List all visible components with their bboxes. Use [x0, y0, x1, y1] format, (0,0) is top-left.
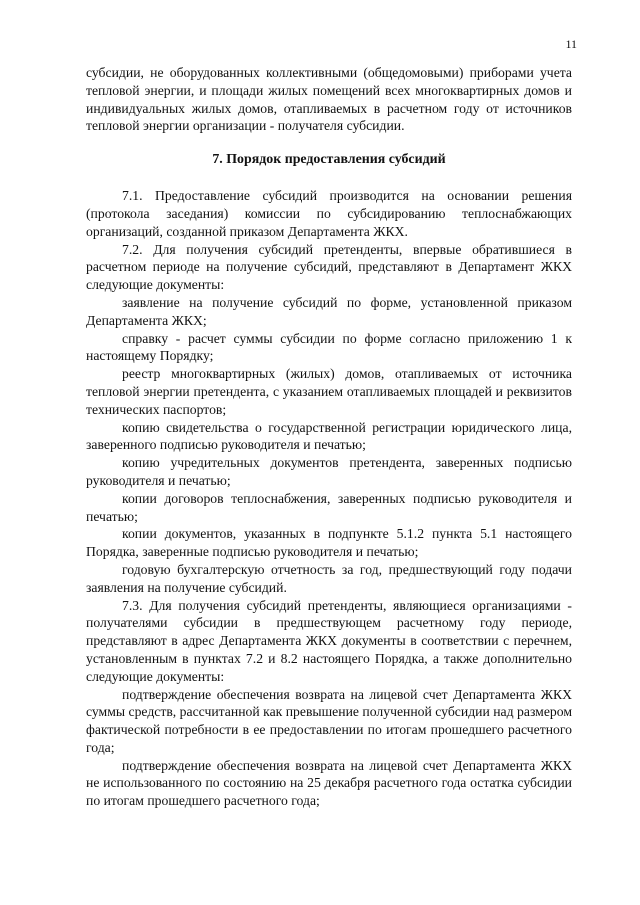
paragraph-7-3: 7.3. Для получения субсидий претенденты, являющиеся организациями - получателями субсидии в предшествующем расчетному году периоде, представляют в адрес Департамента ЖКХ документы в соответствии с перечнем, установленным в пунктах 7.2 и 8.2 настоящего Порядка, а также дополнительно следующие документы:	[86, 597, 572, 684]
list-item-founding-documents: копию учредительных документов претендента, заверенных подписью руководителя и печатью;	[86, 455, 572, 488]
list-item-supply-contracts: копии договоров теплоснабжения, заверенных подписью руководителя и печатью;	[86, 490, 572, 524]
list-item-refund-excess: подтверждение обеспечения возврата на лицевой счет Департамента ЖКХ суммы средств, рассчитанной как превышение полученной субсидии над размером фактической потребности в ее предоставлении по итогам прошедшего расчетного года;	[86, 686, 572, 755]
list-item-registry: реестр многоквартирных (жилых) домов, отапливаемых от источника тепловой энергии претендента, с указанием отапливаемых площадей и реквизитов технических паспортов;	[86, 366, 572, 417]
document-body	[86, 64, 572, 810]
paragraph-7-2: 7.2. Для получения субсидий претенденты, впервые обратившиеся в расчетном периоде на получение субсидий, представляют в Департамент ЖКХ следующие документы:	[86, 241, 572, 293]
list-item-annual-accounts: годовую бухгалтерскую отчетность за год, предшествующий году подачи заявления на получение субсидий.	[86, 561, 572, 595]
intro-paragraph: субсидии, не оборудованных коллективными (общедомовыми) приборами учета тепловой энергии, и площади жилых помещений всех многоквартирных домов и индивидуальных жилых домов, отапливаемых в расчетном году от источников тепловой энергии организации - получателя субсидии.	[86, 65, 572, 134]
section-heading: 7. Порядок предоставления субсидий	[212, 152, 446, 168]
page-number: 11	[565, 37, 577, 51]
list-item-subclause-documents: копии документов, указанных в подпункте 5.1.2 пункта 5.1 настоящего Порядка, заверенные подписью руководителя и печатью;	[86, 526, 572, 560]
list-item-registration-certificate: копию свидетельства о государственной регистрации юридического лица, заверенного подписью руководителя и печатью;	[86, 419, 572, 453]
list-item-calculation: справку - расчет суммы субсидии по форме согласно приложению 1 к настоящему Порядку;	[86, 330, 572, 364]
paragraph-7-1: 7.1. Предоставление субсидий производится на основании решения (протокола заседания) комиссии по субсидированию теплоснабжающих организаций, созданной приказом Департамента ЖКХ.	[86, 188, 572, 239]
list-item-application: заявление на получение субсидий по форме, установленной приказом Департамента ЖКХ;	[86, 294, 572, 328]
list-item-refund-unused: подтверждение обеспечения возврата на лицевой счет Департамента ЖКХ не использованного по состоянию на 25 декабря расчетного года остатка субсидии по итогам прошедшего расчетного года;	[86, 757, 572, 809]
